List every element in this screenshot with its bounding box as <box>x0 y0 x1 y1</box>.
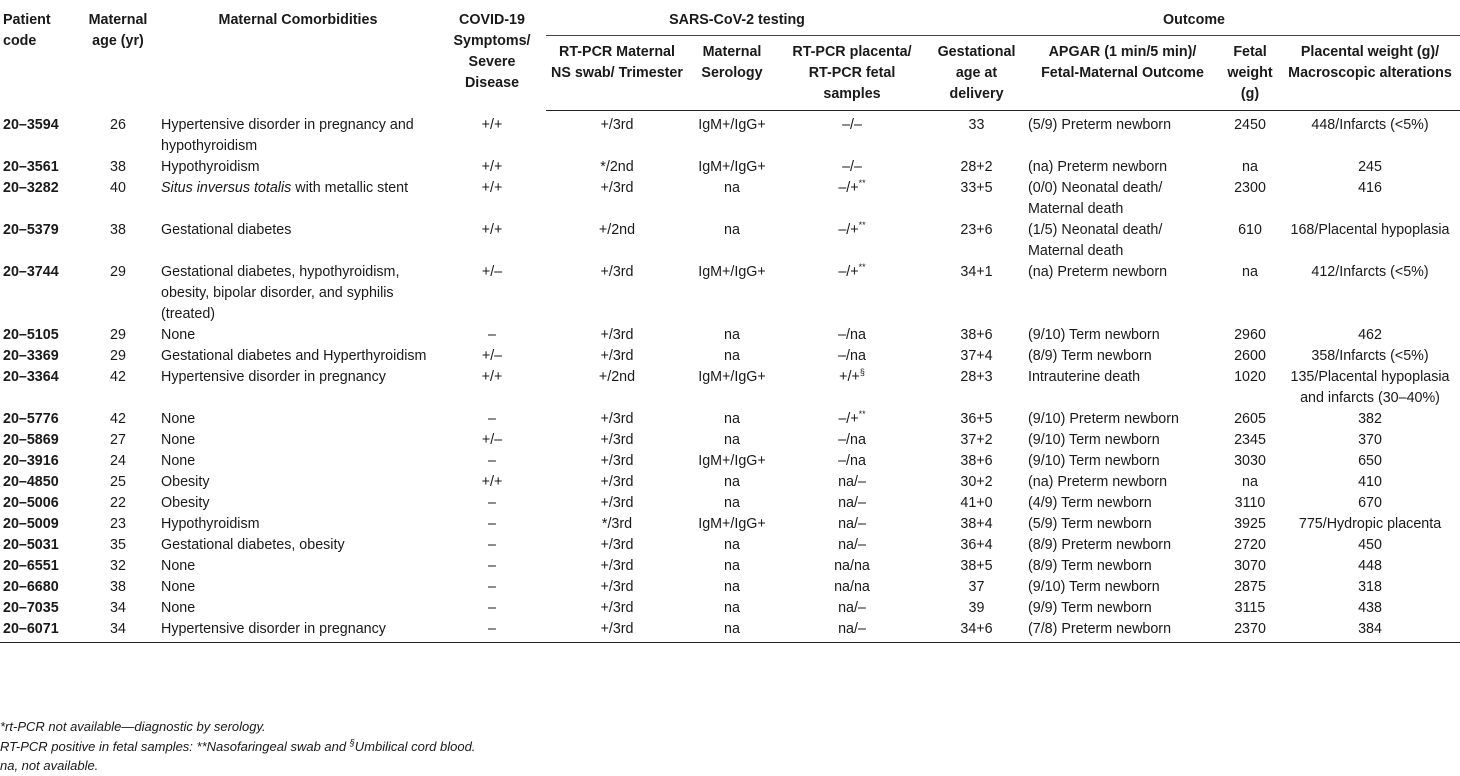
cell-apgar: (9/10) Term newborn <box>1028 578 1160 595</box>
cell-serology: na <box>724 473 740 490</box>
header-placental: Placental weight (g)/ Macroscopic alterations <box>1280 36 1460 111</box>
cell-apgar: (9/10) Preterm newborn <box>1028 410 1179 427</box>
table-row <box>0 157 1460 178</box>
cell-fetal-weight: 2720 <box>1234 536 1266 553</box>
cell-patient-code: 20–3561 <box>3 158 59 175</box>
cell-comorbidities: Hypertensive disorder in pregnancy <box>158 619 438 643</box>
table-body <box>0 111 1460 643</box>
cell-gestational-age: 38+5 <box>960 557 993 574</box>
cell-covid-symptoms: – <box>488 536 496 553</box>
cell-apgar: (9/10) Term newborn <box>1028 326 1160 343</box>
cell-rtpcr-ns: +/3rd <box>600 557 634 574</box>
cell-fetal-weight: 2345 <box>1234 431 1266 448</box>
cell-gestational-age: 39 <box>968 599 985 616</box>
cell-serology: na <box>724 221 740 238</box>
cell-fetal-weight: 2875 <box>1234 578 1266 595</box>
cell-covid-symptoms: +/+ <box>481 158 503 175</box>
cell-maternal-age: 34 <box>78 619 158 643</box>
cell-fetal-weight: 3070 <box>1234 557 1266 574</box>
cell-rtpcr-placenta: –/+** <box>838 219 866 238</box>
table-row <box>0 111 1460 157</box>
cell-rtpcr-placenta: na/– <box>838 536 866 553</box>
cell-covid-symptoms: +/– <box>481 263 503 280</box>
cell-serology: na <box>724 599 740 616</box>
cell-serology: na <box>724 578 740 595</box>
cell-covid-symptoms: +/+ <box>481 116 503 133</box>
cell-serology: IgM+/IgG+ <box>698 263 766 280</box>
cell-placental: 670 <box>1358 494 1382 511</box>
cell-maternal-age: 22 <box>110 494 126 511</box>
cell-maternal-age: 32 <box>110 557 126 574</box>
cell-apgar: (1/5) Neonatal death/ Maternal death <box>1028 221 1163 259</box>
header-rtpcr-ns: RT-PCR Maternal NS swab/ Trimester <box>546 36 688 111</box>
cell-patient-code: 20–3744 <box>3 263 59 280</box>
cell-rtpcr-placenta: na/– <box>838 599 866 616</box>
header-rtpcr-placenta: RT-PCR placenta/ RT-PCR fetal samples <box>776 36 928 111</box>
cell-rtpcr-placenta: –/+** <box>838 261 866 280</box>
table-row <box>0 556 1460 577</box>
cell-fetal-weight: 1020 <box>1234 368 1266 385</box>
header-patient-code: Patient code <box>3 12 51 49</box>
cell-rtpcr-placenta: na/na <box>834 578 870 595</box>
cell-patient-code: 20–3916 <box>3 452 59 469</box>
table-row <box>0 346 1460 367</box>
cell-apgar: (5/9) Preterm newborn <box>1028 117 1172 133</box>
cell-gestational-age: 36+4 <box>960 536 993 553</box>
cell-placental: 448 <box>1358 557 1382 574</box>
footnote-serology: *rt-PCR not available—diagnostic by serology. <box>0 719 266 734</box>
table-row <box>0 178 1460 220</box>
cell-maternal-age: 40 <box>110 179 126 196</box>
cell-maternal-age: 35 <box>110 536 126 553</box>
cell-fetal-weight: na <box>1242 158 1258 175</box>
cell-rtpcr-placenta: na/– <box>838 494 866 511</box>
cell-maternal-age: 29 <box>110 263 126 280</box>
header-covid-symptoms: COVID-19 Symptoms/ Severe Disease <box>453 12 531 91</box>
cell-maternal-age: 34 <box>110 599 126 616</box>
cell-apgar: Intrauterine death <box>1028 368 1141 385</box>
cell-rtpcr-ns: */2nd <box>600 158 634 175</box>
cell-serology: na <box>724 494 740 511</box>
cell-apgar: (8/9) Preterm newborn <box>1028 536 1172 553</box>
cell-placental: 775/Hydropic placenta <box>1298 515 1442 532</box>
cell-comorbidities: Gestational diabetes, obesity <box>161 536 345 553</box>
cell-covid-symptoms: +/+ <box>481 179 503 196</box>
cell-maternal-age: 23 <box>110 515 126 532</box>
cell-fetal-weight: na <box>1242 473 1258 490</box>
cell-patient-code: 20–6071 <box>0 619 78 643</box>
cell-patient-code: 20–3369 <box>3 347 59 364</box>
cell-serology: na <box>724 557 740 574</box>
cell-apgar: (5/9) Term newborn <box>1028 515 1152 532</box>
cell-placental: 448/Infarcts (<5%) <box>1311 117 1429 133</box>
table-row <box>0 535 1460 556</box>
header-fetal-weight: Fetal weight (g) <box>1220 36 1280 111</box>
cell-placental: 438 <box>1358 599 1382 616</box>
cell-fetal-weight: 2960 <box>1234 326 1266 343</box>
cell-rtpcr-placenta: –/na <box>838 326 866 343</box>
cell-covid-symptoms: – <box>488 410 496 427</box>
cell-rtpcr-placenta: –/+** <box>838 408 866 427</box>
table-row <box>0 451 1460 472</box>
cell-placental: 412/Infarcts (<5%) <box>1311 263 1429 280</box>
cell-gestational-age: 33 <box>968 117 985 133</box>
cell-covid-symptoms: +/– <box>481 431 503 448</box>
cell-comorbidities: None <box>161 452 196 469</box>
cell-serology: IgM+/IgG+ <box>698 368 766 385</box>
table-footnotes <box>0 717 475 776</box>
cell-rtpcr-placenta: –/– <box>842 158 862 175</box>
cell-fetal-weight: 3925 <box>1234 515 1266 532</box>
header-row-top <box>0 4 1460 36</box>
cell-patient-code: 20–5009 <box>3 515 59 532</box>
cell-serology: na <box>724 326 740 343</box>
cell-rtpcr-placenta: na/– <box>838 515 866 532</box>
cell-patient-code: 20–3282 <box>3 179 59 196</box>
cell-gestational-age: 28+3 <box>960 368 993 385</box>
cell-fetal-weight: 3110 <box>1234 494 1266 511</box>
cell-rtpcr-ns: +/3rd <box>600 578 634 595</box>
cell-gestational-age: 34+1 <box>960 263 993 280</box>
cell-comorbidities: None <box>161 578 196 595</box>
table-row <box>0 514 1460 535</box>
cell-patient-code: 20–5379 <box>3 221 59 238</box>
cell-maternal-age: 25 <box>110 473 126 490</box>
table-row <box>0 493 1460 514</box>
header-maternal-age: Maternal age (yr) <box>88 12 148 49</box>
cell-apgar: (na) Preterm newborn <box>1028 158 1168 175</box>
cell-comorbidities: Hypertensive disorder in pregnancy and hypothyroidism <box>161 116 414 154</box>
cell-fetal-weight: 2370 <box>1220 619 1280 643</box>
cell-maternal-age: 38 <box>110 221 126 238</box>
cell-gestational-age: 38+6 <box>960 452 993 469</box>
cell-rtpcr-ns: +/3rd <box>600 263 634 280</box>
cell-gestational-age: 23+6 <box>960 221 993 238</box>
cell-covid-symptoms: +/+ <box>481 473 503 490</box>
cell-covid-symptoms: +/+ <box>481 368 503 385</box>
cell-rtpcr-placenta: na/– <box>838 473 866 490</box>
cell-gestational-age: 36+5 <box>960 410 993 427</box>
cell-rtpcr-ns: +/3rd <box>600 599 634 616</box>
cell-rtpcr-ns: +/3rd <box>600 473 634 490</box>
footnote-fetal-samples: RT-PCR positive in fetal samples: **Nasofaringeal swab and §Umbilical cord blood. <box>0 737 476 754</box>
cell-covid-symptoms: – <box>488 452 496 469</box>
cell-serology: na <box>724 179 740 196</box>
cell-rtpcr-placenta: –/na <box>838 431 866 448</box>
cell-fetal-weight: 2605 <box>1234 410 1266 427</box>
cell-fetal-weight: 2300 <box>1234 179 1266 196</box>
cell-apgar: (na) Preterm newborn <box>1028 263 1168 280</box>
cell-comorbidities: Situs inversus totalis with metallic stent <box>161 179 409 196</box>
cell-apgar: (na) Preterm newborn <box>1028 473 1168 490</box>
cell-gestational-age: 37+2 <box>960 431 993 448</box>
cell-comorbidities: Obesity <box>161 473 210 490</box>
cell-placental: 650 <box>1358 452 1382 469</box>
cell-placental: 318 <box>1358 578 1382 595</box>
cell-maternal-age: 24 <box>110 452 126 469</box>
cell-covid-symptoms: +/+ <box>481 221 503 238</box>
cell-apgar: (9/9) Term newborn <box>1028 599 1152 616</box>
cell-serology: na <box>724 410 740 427</box>
header-apgar: APGAR (1 min/5 min)/ Fetal-Maternal Outcome <box>1025 36 1220 111</box>
cell-gestational-age: 33+5 <box>960 179 993 196</box>
cell-rtpcr-placenta: na/– <box>776 619 928 643</box>
cell-comorbidities: Hypothyroidism <box>161 515 260 532</box>
cell-rtpcr-placenta: –/na <box>838 347 866 364</box>
cell-fetal-weight: na <box>1242 263 1258 280</box>
table-row <box>0 262 1460 325</box>
cell-serology: na <box>724 536 740 553</box>
cell-patient-code: 20–6551 <box>3 557 59 574</box>
cell-fetal-weight: 2450 <box>1234 117 1266 133</box>
cell-serology: IgM+/IgG+ <box>698 515 766 532</box>
cell-patient-code: 20–6680 <box>3 578 59 595</box>
cell-comorbidities: Gestational diabetes <box>161 221 292 238</box>
header-gestational-age: Gestational age at delivery <box>928 36 1025 111</box>
cell-comorbidities: None <box>161 410 196 427</box>
cell-fetal-weight: 2600 <box>1234 347 1266 364</box>
cell-covid-symptoms: – <box>488 494 496 511</box>
cell-placental: 370 <box>1358 431 1382 448</box>
table-row <box>0 367 1460 409</box>
cell-serology: na <box>724 347 740 364</box>
cell-patient-code: 20–4850 <box>3 473 59 490</box>
cell-placental: 416 <box>1358 179 1382 196</box>
cell-placental: 462 <box>1358 326 1382 343</box>
cell-patient-code: 20–5105 <box>3 326 59 343</box>
table-row <box>0 220 1460 262</box>
cell-placental: 245 <box>1358 158 1382 175</box>
table-row <box>0 325 1460 346</box>
cell-comorbidities: None <box>161 326 196 343</box>
cell-covid-symptoms: +/– <box>481 347 503 364</box>
cell-rtpcr-placenta: –/+** <box>838 177 866 196</box>
cell-covid-symptoms: – <box>488 578 496 595</box>
cell-rtpcr-ns: +/2nd <box>598 368 636 385</box>
cell-covid-symptoms: – <box>488 326 496 343</box>
cell-apgar: (4/9) Term newborn <box>1028 494 1152 511</box>
cell-patient-code: 20–3594 <box>3 116 59 133</box>
cell-apgar: (0/0) Neonatal death/ Maternal death <box>1028 179 1163 217</box>
results-table <box>0 4 1460 643</box>
cell-rtpcr-ns: +/3rd <box>600 117 634 133</box>
cell-maternal-age: 27 <box>110 431 126 448</box>
cell-comorbidities: None <box>161 431 196 448</box>
table-row <box>0 619 1460 643</box>
cell-placental: 168/Placental hypoplasia <box>1290 221 1450 238</box>
cell-placental: 450 <box>1358 536 1382 553</box>
cell-maternal-age: 29 <box>110 326 126 343</box>
cell-covid-symptoms: – <box>488 557 496 574</box>
cell-patient-code: 20–5006 <box>3 494 59 511</box>
cell-comorbidities: None <box>161 557 196 574</box>
cell-rtpcr-ns: +/3rd <box>600 326 634 343</box>
cell-maternal-age: 29 <box>110 347 126 364</box>
cell-covid-symptoms: – <box>488 515 496 532</box>
cell-rtpcr-ns: +/3rd <box>600 452 634 469</box>
cell-comorbidities: None <box>161 599 196 616</box>
cell-maternal-age: 38 <box>110 578 126 595</box>
cell-rtpcr-ns: +/3rd <box>600 494 634 511</box>
table-row <box>0 409 1460 430</box>
cell-serology: na <box>724 431 740 448</box>
cell-maternal-age: 38 <box>110 158 126 175</box>
cell-gestational-age: 41+0 <box>960 494 993 511</box>
cell-apgar: (7/8) Preterm newborn <box>1025 619 1220 643</box>
cell-comorbidities: Gestational diabetes and Hyperthyroidism <box>161 347 427 364</box>
cell-gestational-age: 37+4 <box>960 347 993 364</box>
cell-maternal-age: 42 <box>110 368 126 385</box>
cell-rtpcr-placenta: +/+§ <box>839 366 865 385</box>
cell-fetal-weight: 3115 <box>1234 599 1266 616</box>
cell-rtpcr-ns: +/3rd <box>546 619 688 643</box>
cell-patient-code: 20–7035 <box>3 599 59 616</box>
cell-patient-code: 20–5776 <box>3 410 59 427</box>
cell-serology: IgM+/IgG+ <box>698 117 766 133</box>
table-row <box>0 598 1460 619</box>
cell-placental: 382 <box>1358 410 1382 427</box>
cell-gestational-age: 37 <box>968 578 985 595</box>
table-row <box>0 577 1460 598</box>
cell-comorbidities: Obesity <box>161 494 210 511</box>
cell-comorbidities: Hypothyroidism <box>161 158 260 175</box>
cell-rtpcr-ns: +/3rd <box>600 410 634 427</box>
cell-serology: na <box>688 619 776 643</box>
cell-fetal-weight: 3030 <box>1234 452 1266 469</box>
header-serology: Maternal Serology <box>688 36 776 111</box>
cell-placental: 384 <box>1280 619 1460 643</box>
cell-maternal-age: 42 <box>110 410 126 427</box>
cell-placental: 358/Infarcts (<5%) <box>1311 347 1429 364</box>
cell-placental: 135/Placental hypoplasia and infarcts (30–40%) <box>1290 368 1450 406</box>
cell-rtpcr-ns: +/3rd <box>600 179 634 196</box>
cell-patient-code: 20–3364 <box>3 368 59 385</box>
cell-rtpcr-ns: +/2nd <box>598 221 636 238</box>
cell-apgar: (8/9) Term newborn <box>1028 557 1152 574</box>
cell-apgar: (8/9) Term newborn <box>1028 347 1152 364</box>
table-row <box>0 430 1460 451</box>
cell-serology: IgM+/IgG+ <box>698 452 766 469</box>
cell-gestational-age: 30+2 <box>960 473 993 490</box>
cell-apgar: (9/10) Term newborn <box>1028 431 1160 448</box>
cell-comorbidities: Hypertensive disorder in pregnancy <box>161 368 386 385</box>
cell-maternal-age: 26 <box>110 116 126 133</box>
table-row <box>0 472 1460 493</box>
cell-placental: 410 <box>1358 473 1382 490</box>
cell-rtpcr-ns: +/3rd <box>600 431 634 448</box>
cell-rtpcr-placenta: –/– <box>842 117 862 133</box>
cell-gestational-age: 38+4 <box>960 515 993 532</box>
cell-rtpcr-ns: */3rd <box>601 515 633 532</box>
cell-rtpcr-ns: +/3rd <box>600 347 634 364</box>
cell-serology: IgM+/IgG+ <box>698 158 766 175</box>
cell-rtpcr-placenta: –/na <box>838 452 866 469</box>
cell-patient-code: 20–5031 <box>3 536 59 553</box>
header-comorbidities: Maternal Comorbidities <box>218 12 378 28</box>
cell-covid-symptoms: – <box>488 599 496 616</box>
cell-gestational-age: 28+2 <box>960 158 993 175</box>
cell-apgar: (9/10) Term newborn <box>1028 452 1160 469</box>
footnote-na: na, not available. <box>0 758 99 773</box>
cell-gestational-age: 38+6 <box>960 326 993 343</box>
cell-rtpcr-ns: +/3rd <box>600 536 634 553</box>
cell-comorbidities: Gestational diabetes, hypothyroidism, obesity, bipolar disorder, and syphilis (treated) <box>161 263 400 322</box>
cell-rtpcr-placenta: na/na <box>834 557 870 574</box>
cell-covid-symptoms: – <box>438 619 546 643</box>
header-group-testing: SARS-CoV-2 testing <box>546 4 928 36</box>
cell-gestational-age: 34+6 <box>928 619 1025 643</box>
header-group-outcome: Outcome <box>928 4 1460 36</box>
cell-fetal-weight: 610 <box>1238 221 1262 238</box>
cell-patient-code: 20–5869 <box>3 431 59 448</box>
